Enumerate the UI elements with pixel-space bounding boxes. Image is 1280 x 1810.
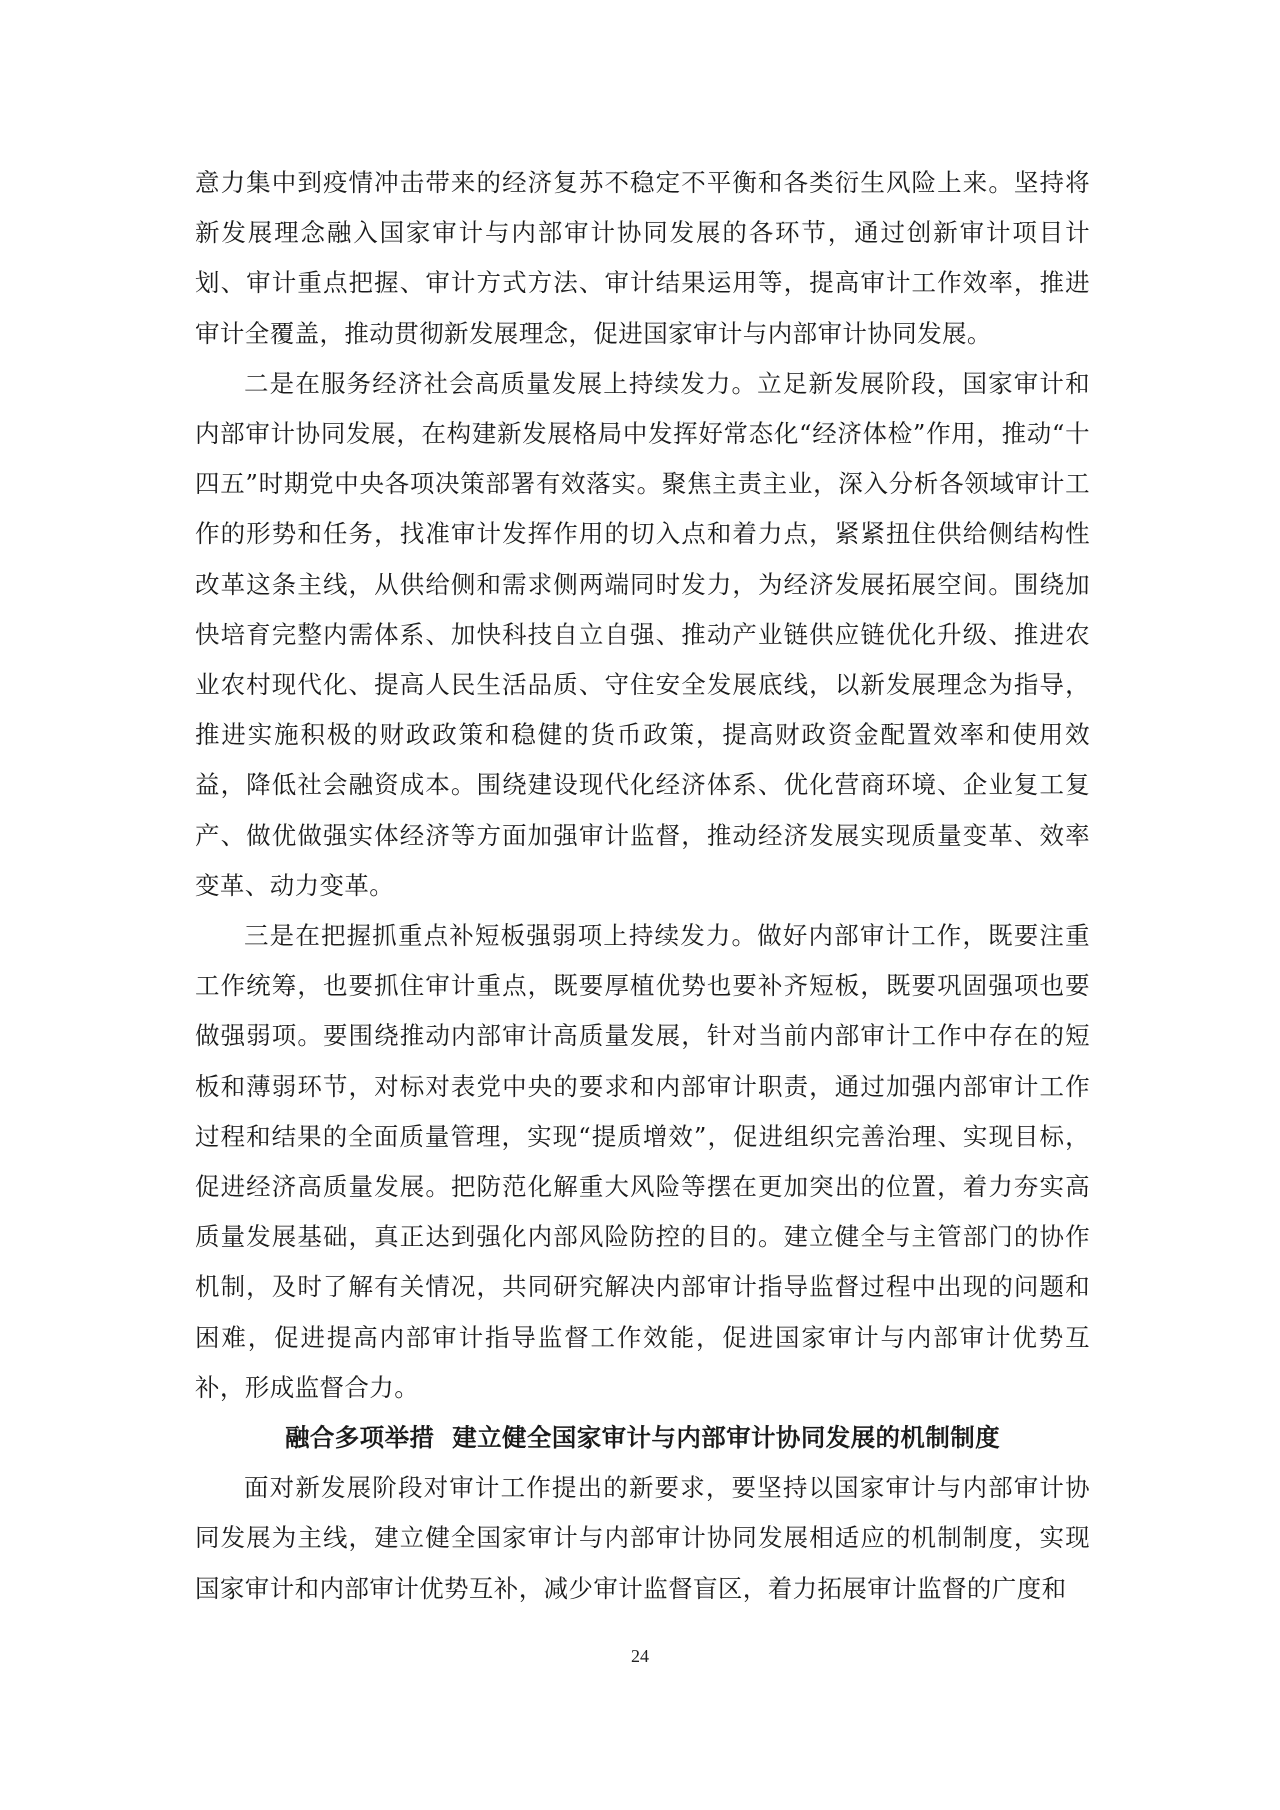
paragraph-final: 面对新发展阶段对审计工作提出的新要求，要坚持以国家审计与内部审计协同发展为主线，建立健全国家审计与内部审计协同发展相适应的机制制度，实现国家审计和内部审计优势互补，减少审计监督盲区，着力拓展审计监督的广度和: [195, 1473, 1090, 1603]
paragraph-two: 二是在服务经济社会高质量发展上持续发力。立足新发展阶段，国家审计和内部审计协同发展，在构建新发展格局中发挥好常态化“经济体检”作用，推动“十四五”时期党中央各项决策部署有效落实。聚焦主责主业，深入分析各领域审计工作的形势和任务，找准审计发挥作用的切入点和着力点，紧紧扭住供给侧结构性改革这条主线，从供给侧和需求侧两端同时发力，为经济发展拓展空间。围绕加快培育完整内需体系、加快科技自立自强、推动产业链供应链优化升级、推进农业农村现代化、提高人民生活品质、守住安全发展底线，以新发展理念为指导，推进实施积极的财政政策和稳健的货币政策，提高财政资金配置效率和使用效益，降低社会融资成本。围绕建设现代化经济体系、优化营商环境、企业复工复产、做优做强实体经济等方面加强审计监督，推动经济发展实现质量变革、效率变革、动力变革。: [195, 368, 1090, 900]
document-body: [195, 158, 1090, 1614]
page-number: 24: [631, 1646, 649, 1666]
section-heading: 融合多项举措 建立健全国家审计与内部审计协同发展的机制制度: [284, 1423, 1001, 1453]
paragraph-three: 三是在把握抓重点补短板强弱项上持续发力。做好内部审计工作，既要注重工作统筹，也要抓住审计重点，既要厚植优势也要补齐短板，既要巩固强项也要做强弱项。要围绕推动内部审计高质量发展，针对当前内部审计工作中存在的短板和薄弱环节，对标对表党中央的要求和内部审计职责，通过加强内部审计工作过程和结果的全面质量管理，实现“提质增效”，促进组织完善治理、实现目标，促进经济高质量发展。把防范化解重大风险等摆在更加突出的位置，着力夯实高质量发展基础，真正达到强化内部风险防控的目的。建立健全与主管部门的协作机制，及时了解有关情况，共同研究解决内部审计指导监督过程中出现的问题和困难，促进提高内部审计指导监督工作效能，促进国家审计与内部审计优势互补，形成监督合力。: [195, 921, 1090, 1402]
paragraph-continued: 意力集中到疫情冲击带来的经济复苏不稳定不平衡和各类衍生风险上来。坚持将新发展理念融入国家审计与内部审计协同发展的各环节，通过创新审计项目计划、审计重点把握、审计方式方法、审计结果运用等，提高审计工作效率，推进审计全覆盖，推动贯彻新发展理念，促进国家审计与内部审计协同发展。: [195, 168, 1090, 348]
